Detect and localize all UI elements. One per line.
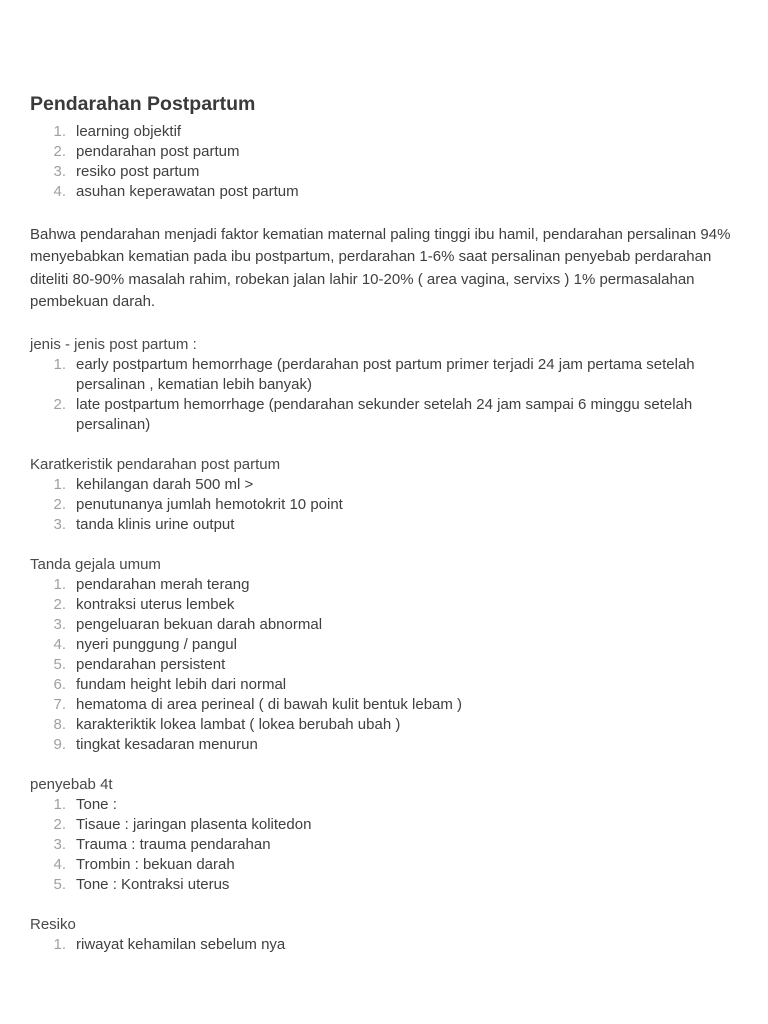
list-number: 6.	[53, 676, 66, 694]
spacer	[30, 755, 738, 775]
list-number: 2.	[53, 396, 66, 414]
body-paragraph: Bahwa pendarahan menjadi faktor kematian maternal paling tinggi ibu hamil, pendarahan persalinan 94% menyebabkan kematian pada ibu postpartum, perdarahan 1-6% saat persalinan penyebab perdarahan diteliti 80-90% masalah rahim, robekan jalan lahir 10-20% ( area vagina, servixs ) 1% permasalahan pembekuan darah.	[30, 226, 731, 310]
list-item: 5. Tone : Kontraksi uterus	[30, 875, 738, 895]
list-number: 2.	[53, 143, 66, 160]
list-item: 3. tanda klinis urine output	[30, 515, 738, 535]
section-heading-jenis: jenis - jenis post partum :	[30, 336, 197, 354]
list-item: 1. early postpartum hemorrhage (perdarahan post partum primer terjadi 24 jam pertama setelah persalinan , kematian lebih banyak)	[30, 355, 738, 395]
section-heading-gejala: Tanda gejala umum	[30, 556, 161, 574]
list-number: 2.	[53, 496, 66, 514]
list-item: 3. Trauma : trauma pendarahan	[30, 835, 738, 855]
list-number: 1.	[53, 123, 66, 140]
page-title: Pendarahan Postpartum	[30, 93, 256, 115]
list-item: 8. karakteriktik lokea lambat ( lokea berubah ubah )	[30, 715, 738, 735]
list-number: 2.	[53, 816, 66, 834]
list-number: 4.	[53, 636, 66, 654]
list-item: 1. riwayat kehamilan sebelum nya	[30, 935, 738, 955]
list-item: 4. nyeri punggung / pangul	[30, 635, 738, 655]
list-item: 5. pendarahan persistent	[30, 655, 738, 675]
gejala-list	[30, 575, 738, 755]
section-heading-karakteristik: Karatkeristik pendarahan post partum	[30, 456, 281, 474]
list-number: 3.	[53, 516, 66, 534]
list-item: 1. kehilangan darah 500 ml >	[30, 475, 738, 495]
list-item: 4. asuhan keperawatan post partum	[30, 182, 738, 202]
spacer	[30, 202, 738, 224]
karakteristik-list	[30, 475, 738, 535]
list-item: 9. tingkat kesadaran menurun	[30, 735, 738, 755]
list-number: 1.	[53, 476, 66, 494]
list-number: 4.	[53, 856, 66, 874]
list-number: 2.	[53, 596, 66, 614]
list-number: 4.	[53, 183, 66, 200]
resiko-list	[30, 935, 738, 955]
list-item: 1. Tone :	[30, 795, 738, 815]
list-number: 3.	[53, 836, 66, 854]
list-number: 1.	[53, 936, 66, 954]
list-number: 3.	[53, 616, 66, 634]
spacer	[30, 435, 738, 455]
jenis-list	[30, 355, 738, 435]
intro-list	[30, 122, 738, 202]
penyebab-list	[30, 795, 738, 895]
section-heading-resiko: Resiko	[30, 916, 76, 934]
list-item: 3. resiko post partum	[30, 162, 738, 182]
list-item: 2. penutunanya jumlah hemotokrit 10 point	[30, 495, 738, 515]
spacer	[30, 895, 738, 915]
list-number: 5.	[53, 876, 66, 894]
list-item: 2. kontraksi uterus lembek	[30, 595, 738, 615]
list-item: 6. fundam height lebih dari normal	[30, 675, 738, 695]
list-number: 1.	[53, 576, 66, 594]
list-item: 2. pendarahan post partum	[30, 142, 738, 162]
list-number: 1.	[53, 796, 66, 814]
list-number: 1.	[53, 356, 66, 374]
list-item: 4. Trombin : bekuan darah	[30, 855, 738, 875]
list-number: 7.	[53, 696, 66, 714]
section-heading-penyebab: penyebab 4t	[30, 776, 113, 794]
list-number: 8.	[53, 716, 66, 734]
list-item: 1. pendarahan merah terang	[30, 575, 738, 595]
list-item: 3. pengeluaran bekuan darah abnormal	[30, 615, 738, 635]
list-number: 5.	[53, 656, 66, 674]
list-item: 7. hematoma di area perineal ( di bawah kulit bentuk lebam )	[30, 695, 738, 715]
list-item: 1. learning objektif	[30, 122, 738, 142]
spacer	[30, 535, 738, 555]
list-item: 2. Tisaue : jaringan plasenta kolitedon	[30, 815, 738, 835]
spacer	[30, 313, 738, 335]
list-item: 2. late postpartum hemorrhage (pendarahan sekunder setelah 24 jam sampai 6 minggu setelah persalinan)	[30, 395, 738, 435]
list-number: 3.	[53, 163, 66, 180]
list-number: 9.	[53, 736, 66, 754]
